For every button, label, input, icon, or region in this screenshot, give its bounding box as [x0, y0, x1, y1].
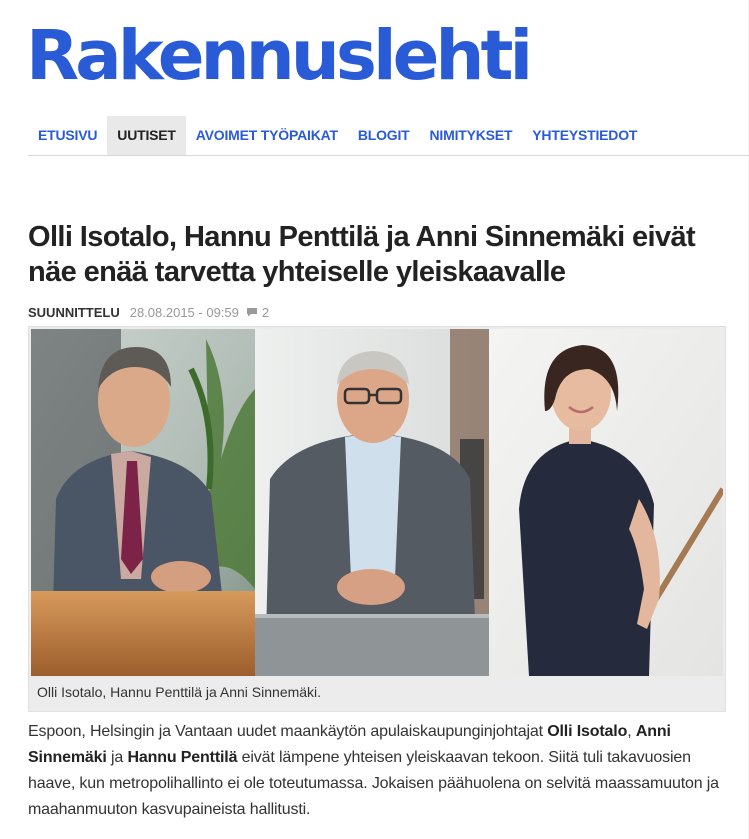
nav-item-nimitykset[interactable]: NIMITYKSET: [429, 127, 513, 143]
site-logo[interactable]: Rakennuslehti: [26, 16, 530, 96]
nav-item-yhteystiedot[interactable]: YHTEYSTIEDOT: [532, 127, 638, 143]
image-caption: Olli Isotalo, Hannu Penttilä ja Anni Sinnemäki.: [37, 684, 322, 700]
nav-item-etusivu[interactable]: ETUSIVU: [38, 127, 98, 143]
comments-link[interactable]: [246, 305, 269, 320]
speech-bubble-icon: [246, 307, 258, 317]
person-name-isotalo: Olli Isotalo: [547, 723, 628, 740]
nav-item-uutiset[interactable]: UUTISET: [107, 116, 186, 155]
lead-separator: ,: [627, 723, 636, 740]
lead-text-2: ja: [106, 749, 128, 766]
person-name-penttila: Hannu Penttilä: [127, 749, 238, 766]
portrait-photo-2: [255, 329, 489, 676]
portrait-photo-1: [31, 329, 255, 676]
article-image[interactable]: [31, 329, 723, 676]
article-title: Olli Isotalo, Hannu Penttilä ja Anni Sinnemäki eivät näe enää tarvetta yhteiselle yleiskaavalle: [28, 221, 696, 288]
person-name-sinnemaki: Anni Sinnemäki: [28, 723, 671, 766]
portrait-photo-3: [489, 329, 723, 676]
nav-item-avoimet-tyopaikat[interactable]: AVOIMET TYÖPAIKAT: [195, 127, 338, 143]
article-category-link[interactable]: SUUNNITTELU: [28, 304, 120, 320]
article-lead: [28, 719, 728, 823]
comment-count: 2: [261, 304, 270, 320]
article-date: 28.08.2015 - 09:59: [129, 304, 239, 320]
main-nav: [28, 116, 749, 156]
article-meta: [28, 303, 269, 321]
nav-item-blogit[interactable]: BLOGIT: [357, 127, 410, 143]
lead-text-3: eivät lämpene yhteisen yleiskaavan tekoon. Siitä tuli takavuosien haave, kun metropolihallinto ei ole toteutumassa. Jokaisen päähuolena on selvitä maassamuuton ja maahanmuuton kasvupaineista hallitusti.: [28, 749, 719, 818]
article-figure: [28, 326, 726, 712]
lead-text-1: Espoon, Helsingin ja Vantaan uudet maankäytön apulaiskaupunginjohtajat: [28, 723, 548, 740]
